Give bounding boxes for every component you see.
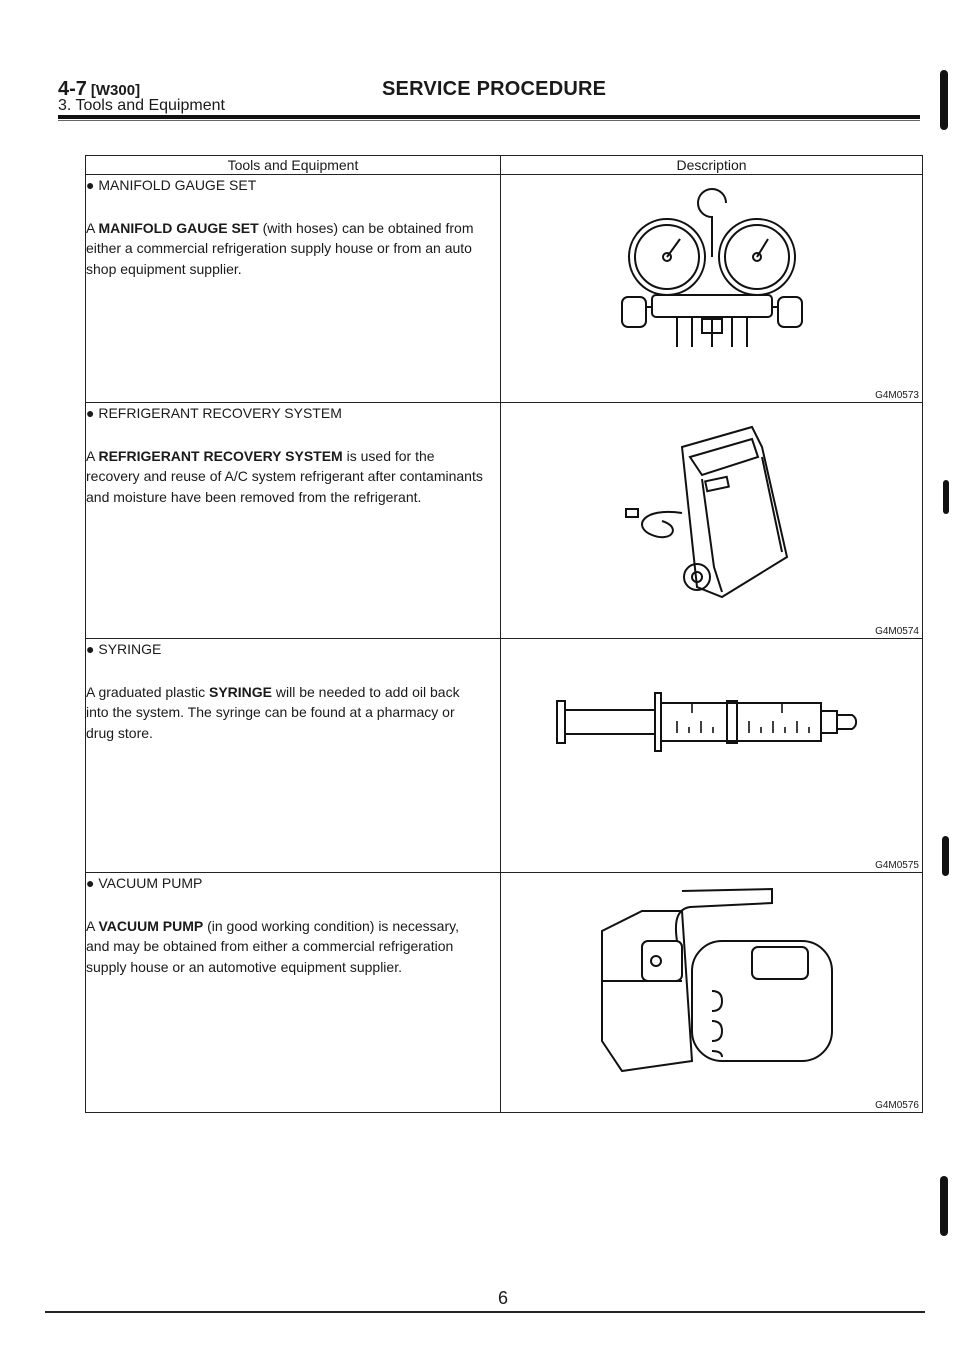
binding-mark bbox=[942, 836, 949, 876]
tool-text: A graduated plastic SYRINGE will be needed to add oil back into the system. The syringe can be found at a pharmacy or drug store. bbox=[86, 683, 460, 742]
figure-cell bbox=[501, 403, 923, 639]
figure-code: G4M0575 bbox=[875, 860, 919, 871]
header-rule bbox=[58, 115, 920, 119]
vacuum-pump-icon bbox=[582, 881, 842, 1081]
column-header-description: Description bbox=[501, 156, 923, 175]
page-number: 6 bbox=[498, 1288, 509, 1308]
column-header-tools: Tools and Equipment bbox=[86, 156, 501, 175]
section-code: [W300] bbox=[90, 82, 141, 99]
tool-text: A REFRIGERANT RECOVERY SYSTEM is used for the recovery and reuse of A/C system refrigerant after contaminants and moisture have been removed from the refrigerant. bbox=[86, 447, 483, 506]
figure-code: G4M0574 bbox=[875, 626, 919, 637]
manifold-gauge-icon bbox=[582, 187, 842, 367]
recovery-unit-icon bbox=[602, 417, 822, 607]
tool-name: ● VACUUM PUMP bbox=[86, 875, 203, 891]
tools-table bbox=[85, 155, 923, 1113]
tool-description bbox=[86, 873, 501, 1113]
header-rule-thin bbox=[58, 120, 920, 121]
tool-description bbox=[86, 639, 501, 873]
tool-name: ● REFRIGERANT RECOVERY SYSTEM bbox=[86, 405, 342, 421]
binding-mark bbox=[940, 70, 948, 130]
table-header-row bbox=[86, 156, 923, 175]
tool-name: ● MANIFOLD GAUGE SET bbox=[86, 177, 257, 193]
binding-mark bbox=[940, 1176, 948, 1236]
tool-description bbox=[86, 175, 501, 403]
table-row bbox=[86, 873, 923, 1113]
tool-name: ● SYRINGE bbox=[86, 641, 162, 657]
figure-cell bbox=[501, 639, 923, 873]
binding-mark bbox=[943, 480, 949, 514]
table-row bbox=[86, 639, 923, 873]
figure-code: G4M0576 bbox=[875, 1100, 919, 1111]
section-number: 4-7 [W300] bbox=[58, 78, 141, 100]
table-row bbox=[86, 175, 923, 403]
table-row bbox=[86, 403, 923, 639]
subsection-title: 3. Tools and Equipment bbox=[58, 97, 225, 114]
figure-code: G4M0573 bbox=[875, 390, 919, 401]
figure-cell bbox=[501, 873, 923, 1113]
syringe-icon bbox=[552, 677, 872, 767]
figure-cell bbox=[501, 175, 923, 403]
tool-description bbox=[86, 403, 501, 639]
footer-rule bbox=[45, 1311, 925, 1313]
tool-text: A MANIFOLD GAUGE SET (with hoses) can be obtained from either a commercial refrigeration supply house or from an auto shop equipment supplier. bbox=[86, 219, 474, 278]
page-title: SERVICE PROCEDURE bbox=[382, 78, 607, 100]
tool-text: A VACUUM PUMP (in good working condition) is necessary, and may be obtained from either a commercial refrigeration supply house or an automotive equipment supplier. bbox=[86, 917, 459, 976]
